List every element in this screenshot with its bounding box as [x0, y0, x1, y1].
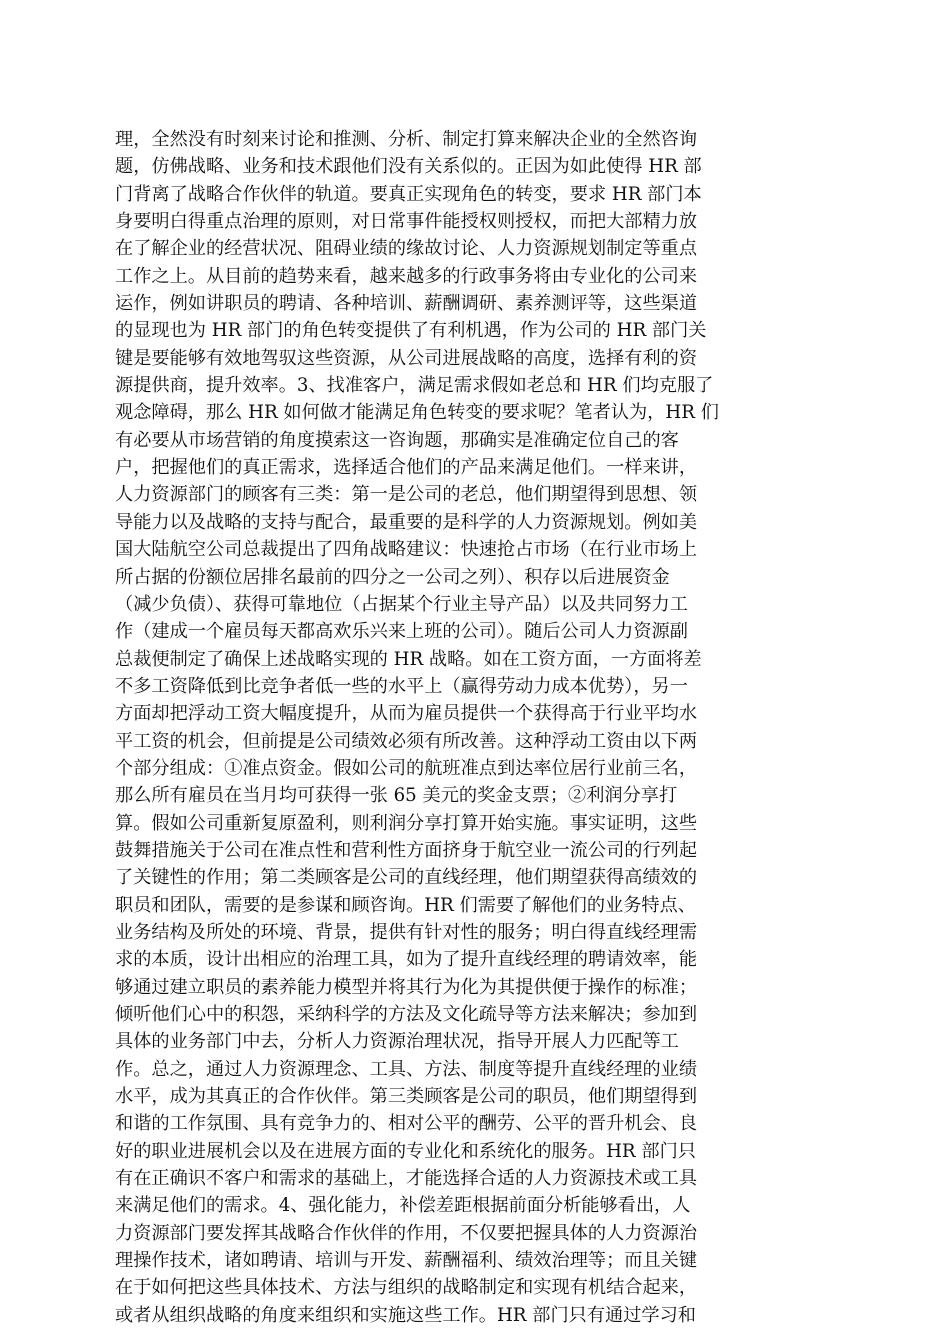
text-line: 观念障碍，那么 HR 如何做才能满足角色转变的要求呢？笔者认为，HR 们: [115, 402, 719, 424]
text-line: 鼓舞措施关于公司在准点性和营利性方面挤身于航空业一流公司的行列起: [115, 839, 698, 861]
text-line: 在于如何把这些具体技术、方法与组织的战略制定和实现有机结合起来，: [115, 1277, 698, 1299]
text-line: 具体的业务部门中去，分析人力资源治理状况，指导开展人力匹配等工: [115, 1031, 679, 1053]
text-line: 户，把握他们的真正需求，选择适合他们的产品来满足他们。一样来讲，: [115, 457, 698, 479]
text-line: 算。假如公司重新复原盈利，则利润分享打算开始实施。事实证明，这些: [115, 812, 698, 834]
text-line: 力资源部门要发挥其战略合作伙伴的作用，不仅要把握具体的人力资源治: [115, 1222, 698, 1244]
text-line: 来满足他们的需求。4、强化能力，补偿差距根据前面分析能够看出，人: [115, 1195, 691, 1217]
text-line: 源提供商，提升效率。3、找准客户，满足需求假如老总和 HR 们均克服了: [115, 375, 714, 397]
text-line: 职员和团队，需要的是参谋和顾咨询。HR 们需要了解他们的业务特点、: [115, 894, 696, 916]
text-line: 运作，例如讲职员的聘请、各种培训、薪酬调研、素养测评等，这些渠道: [115, 293, 698, 315]
text-line: 不多工资降低到比竞争者低一些的水平上（赢得劳动力成本优势），另一: [115, 675, 688, 697]
text-line: 人力资源部门的顾客有三类：第一是公司的老总，他们期望得到思想、领: [115, 484, 698, 506]
text-line: 理，全然没有时刻来讨论和推测、分析、制定打算来解决企业的全然咨询: [115, 129, 698, 150]
text-line: 工作之上。从目前的趋势来看，越来越多的行政事务将由专业化的公司来: [115, 265, 698, 287]
text-line: 有在正确识不客户和需求的基础上，才能选择合适的人力资源技术或工具: [115, 1168, 698, 1190]
text-line: 够通过建立职员的素养能力模型并将其行为化为其提供便于操作的标准；: [115, 976, 698, 998]
text-line: 和谐的工作氛围、具有竞争力的、相对公平的酬劳、公平的晋升机会、良: [115, 1113, 698, 1135]
text-line: 方面却把浮动工资大幅度提升，从而为雇员提供一个获得高于行业平均水: [115, 703, 698, 725]
text-line: 导能力以及战略的支持与配合，最重要的是科学的人力资源规划。例如美: [115, 511, 698, 533]
text-line: 求的本质，设计出相应的治理工具，如为了提升直线经理的聘请效率，能: [115, 949, 698, 971]
text-line: 所占据的份额位居排名最前的四分之一公司之列）、积存以后进展资金: [115, 566, 670, 588]
text-line: 水平，成为其真正的合作伙伴。第三类顾客是公司的职员，他们期望得到: [115, 1086, 698, 1108]
text-line: 业务结构及所处的环境、背景，提供有针对性的服务；明白得直线经理需: [115, 921, 698, 943]
text-line: 那么所有雇员在当月均可获得一张 65 美元的奖金支票；②利润分享打: [115, 785, 678, 807]
text-line: 在了解企业的经营状况、阻碍业绩的缘故讨论、人力资源规划制定等重点: [115, 238, 698, 260]
text-line: （减少负债）、获得可靠地位（占据某个行业主导产品）以及共同努力工: [115, 593, 688, 615]
text-line: 作。总之，通过人力资源理念、工具、方法、制度等提升直线经理的业绩: [115, 1058, 698, 1080]
text-line: 身要明白得重点治理的原则，对日常事件能授权则授权，而把大部精力放: [115, 211, 698, 233]
text-line: 平工资的机会，但前提是公司绩效必须有所改善。这种浮动工资由以下两: [115, 730, 698, 752]
text-line: 好的职业进展机会以及在进展方面的专业化和系统化的服务。HR 部门只: [115, 1140, 696, 1162]
body-text: [115, 126, 835, 1329]
text-line: 倾听他们心中的积怨，采纳科学的方法及文化疏导等方法来解决；参加到: [115, 1004, 698, 1025]
text-line: 的显现也为 HR 部门的角色转变提供了有利机遇，作为公司的 HR 部门关: [115, 320, 707, 342]
text-line: 理操作技术，诸如聘请、培训与开发、薪酬福利、绩效治理等；而且关键: [115, 1250, 698, 1272]
text-line: 键是要能够有效地驾驭这些资源，从公司进展战略的高度，选择有利的资: [115, 347, 698, 369]
text-line: 总裁便制定了确保上述战略实现的 HR 战略。如在工资方面，一方面将差: [115, 648, 702, 670]
text-line: 了关键性的作用；第二类顾客是公司的直线经理，他们期望获得高绩效的: [115, 867, 698, 889]
text-line: 或者从组织战略的角度来组织和实施这些工作。HR 部门只有通过学习和: [115, 1304, 696, 1326]
text-line: 门背离了战略合作伙伴的轨道。要真正实现角色的转变，要求 HR 部门本: [115, 183, 702, 205]
text-line: 作（建成一个雇员每天都高欢乐兴来上班的公司）。随后公司人力资源副: [115, 621, 688, 643]
text-line: 国大陆航空公司总裁提出了四角战略建议：快速抢占市场（在行业市场上: [115, 539, 698, 561]
text-line: 个部分组成：①准点资金。假如公司的航班准点到达率位居行业前三名，: [115, 757, 698, 779]
text-line: 有必要从市场营销的角度摸索这一咨询题，那确实是准确定位自己的客: [115, 429, 679, 451]
text-line: 题，仿佛战略、业务和技术跟他们没有关系似的。正因为如此使得 HR 部: [115, 156, 702, 178]
